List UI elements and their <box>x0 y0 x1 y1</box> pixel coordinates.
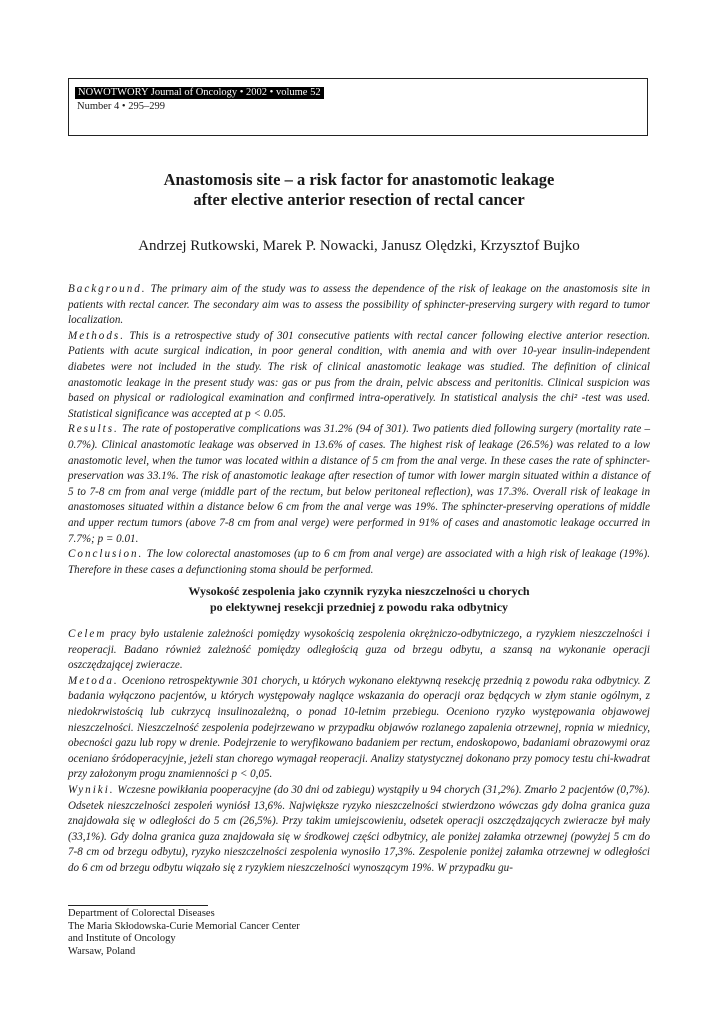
journal-header-box <box>68 78 648 136</box>
methods-text: This is a retrospective study of 301 consecutive patients with rectal cancer following elective anterior resection. Patients with acute surgical indication, in poor general condition, with anemia and with over 10-year insulin-independent diabetes were not included in the study. The risk of clinical anastomotic leakage was studied. The definition of clinical anastomotic leakage in the present study was: gas or pus from the drain, pelvic abscess and peritonitis. Clinical suspicion was based on physical or radiological examination and confirmed intra-operatively. In statistical analysis the chi² -test was used. Statistical significance was accepted at p < 0.05. <box>68 329 650 420</box>
results-label: Results. <box>68 423 119 436</box>
english-abstract <box>68 282 650 578</box>
abstract-methods <box>68 329 650 423</box>
affiliation-line-1: Department of Colorectal Diseases <box>68 908 215 919</box>
abstract-conclusion <box>68 547 650 578</box>
polish-title <box>68 583 650 615</box>
affiliation-line-3: and Institute of Oncology <box>68 933 176 944</box>
conclusion-label: Conclusion. <box>68 548 144 561</box>
journal-issue: Number 4 • 295–299 <box>77 101 165 112</box>
aim-label: Celem <box>68 628 107 640</box>
abstract-results <box>68 422 650 547</box>
polish-title-line-1: Wysokość zespolenia jako czynnik ryzyka nieszczelności u chorych <box>188 584 530 598</box>
method-label: Metoda. <box>68 674 119 687</box>
abstract-background <box>68 282 650 329</box>
polish-abstract <box>68 627 650 877</box>
paper-title-line-2: after elective anterior resection of rectal cancer <box>193 190 525 209</box>
affiliation-line-4: Warsaw, Poland <box>68 945 136 957</box>
affiliation-footnote <box>68 908 468 958</box>
polish-title-line-2: po elektywnej resekcji przedniej z powodu raka odbytnicy <box>209 600 509 614</box>
background-label: Background. <box>68 283 147 295</box>
affiliation-line-2: The Maria Skłodowska-Curie Memorial Cancer Center <box>68 920 300 932</box>
polish-results-label: Wyniki. <box>68 783 115 796</box>
results-text: The rate of postoperative complications was 31.2% (94 of 301). Two patients died following surgery (mortality rate – 0.7%). Clinical anastomotic leakage was observed in 13.6% of cases. The highest risk of leakage (26.5%) was related to a low anastomotic level, when the tumor was located within a distance of 5 cm from the anal verge. In these cases the rate of sphincter-preservation was 33.1%. The risk of anastomotic leakage after resection of tumor with lower margin situated within a distance of 5 to 7-8 cm from anal verge (middle part of the rectum, but below peritoneal reflection), was 17.3%. Overall risk of leakage in anastomoses situated within a distance below 6 cm from the anal verge was 19%. The sphincter-preserving operations of middle and upper rectum tumors (above 7-8 cm from anal verge) were performed in 91% of cases and anastomotic leakage occurred in 7.7%; p = 0.01. <box>68 423 650 545</box>
polish-results-text: Wczesne powikłania pooperacyjne (do 30 dni od zabiegu) wystąpiły u 94 chorych (31,2%). Zmarło 2 pacjentów (0,7%). Odsetek nieszczelności zespoleń wyniósł 13,6%. Największe ryzyko nieszczelności stwierdzono wówczas gdy dolna granica guza znajdowała się w odległości do 5 cm (26,5%). Przy takim umiejscowieniu, odsetek operacji oszczędzających zwieracze był mały (33,1%). Gdy dolna granica guza znajdowała się w środkowej części odbytnicy, ale poniżej załamka otrzewnej (powyżej 5 cm do 7-8 cm od brzegu odbytu), ryzyko nieszczelności zespolenia wynosiło 17,3%. Zespolenie poniżej załamka otrzewnej w odległości do 6 cm od brzegu odbytu wiązało się z ryzykiem nieszczelności wynoszącym 19%. W przypadku gu- <box>68 783 650 874</box>
method-text: Oceniono retrospektywnie 301 chorych, u których wykonano elektywną resekcję przednią z powodu raka odbytnicy. Z badania wyłączono pacjentów, u których występowały naglące wskazania do operacji oraz będących w złym stanie ogólnym, z niedokrwistością lub cukrzycą insulinozależną, o ponad 10-letnim przebiegu. Oceniono ryzyko występowania objawowej nieszczelności. Nieszczelność zespolenia podejrzewano w przypadku objawów rozlanego zapalenia otrzewnej, ropnia w miednicy, obecności gazu lub ropy w drenie. Podejrzenie to weryfikowano badaniem per rectum, endoskopowo, badaniami obrazowymi oraz oceniano śródoperacyjnie, jeżeli stan chorego wymagał reoperacji. Analizy statystycznej dokonano przy pomocy testu chi-kwadrat przy założonym progu znamienności p < 0,05. <box>68 674 650 781</box>
polish-results <box>68 783 650 877</box>
footnote-rule <box>68 905 208 906</box>
paper-title-line-1: Anastomosis site – a risk factor for anastomotic leakage <box>163 170 555 189</box>
author-list: Andrzej Rutkowski, Marek P. Nowacki, Janusz Olędzki, Krzysztof Bujko <box>138 238 580 254</box>
conclusion-text: The low colorectal anastomoses (up to 6 cm from anal verge) are associated with a high risk of leakage (19%). Therefore in these cases a defunctioning stoma should be performed. <box>68 548 650 576</box>
methods-label: Methods. <box>68 329 125 342</box>
aim-text: pracy było ustalenie zależności pomiędzy wysokością zespolenia okrężniczo-odbytniczego, a ryzykiem nieszczelności i reoperacji. Badano również zależność pomiędzy odległością guza od brzegu odbytu, a szansą na wykonanie operacji oszczędzającej zwieracze. <box>68 628 650 672</box>
paper-title <box>60 170 658 210</box>
polish-method <box>68 674 650 783</box>
background-text: The primary aim of the study was to assess the dependence of the risk of leakage on the anastomosis site in patients with rectal cancer. The secondary aim was to assess the possibility of sphincter-preserving surgery with regard to tumor localization. <box>68 283 650 327</box>
journal-name-bar: NOWOTWORY Journal of Oncology • 2002 • volume 52 <box>75 87 324 99</box>
polish-aim <box>68 627 650 674</box>
